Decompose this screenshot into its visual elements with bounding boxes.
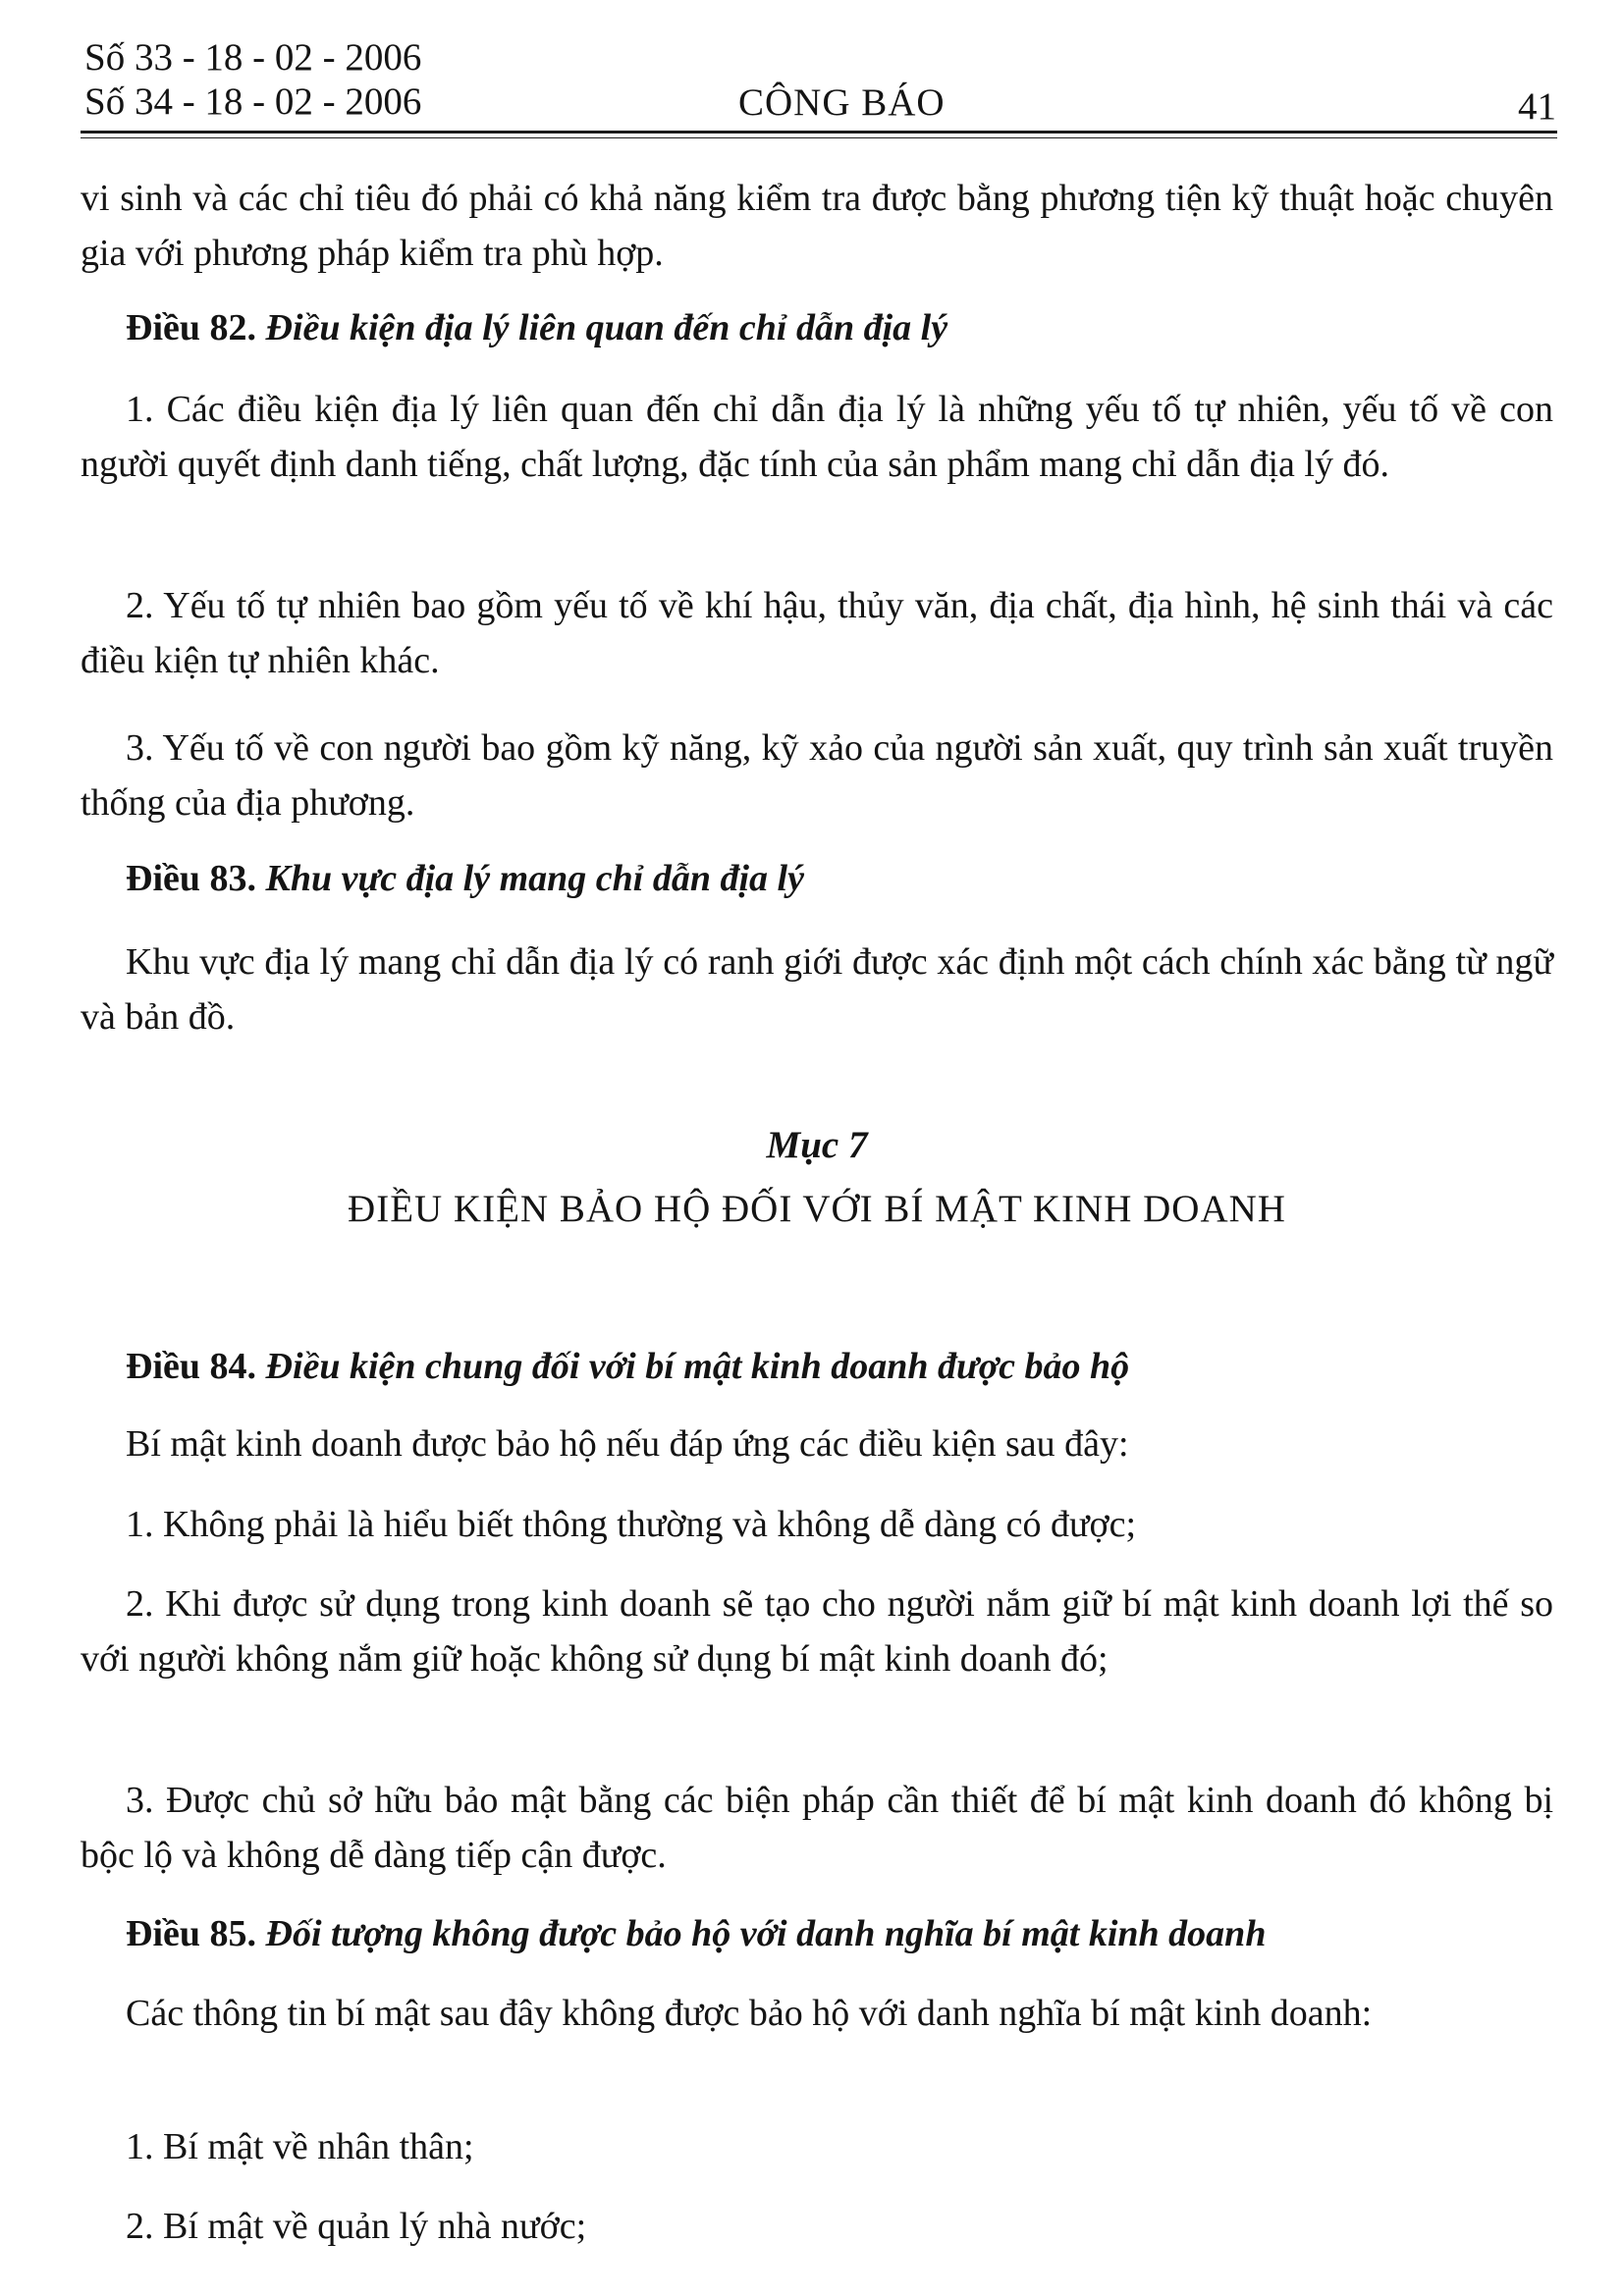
section-label: Mục 7 <box>766 1124 868 1166</box>
article-83-title: Khu vực địa lý mang chỉ dẫn địa lý <box>265 858 804 899</box>
issue-number-2: Số 34 - 18 - 02 - 2006 <box>84 80 422 123</box>
header-rule-thick <box>81 131 1557 133</box>
article-84-title: Điều kiện chung đối với bí mật kinh doanh được bảo hộ <box>265 1346 1130 1387</box>
header-rule-thin <box>81 137 1557 138</box>
article-82-title: Điều kiện địa lý liên quan đến chỉ dẫn địa lý <box>265 307 948 348</box>
issue-number-1: Số 33 - 18 - 02 - 2006 <box>84 36 422 79</box>
article-82-clause-1: 1. Các điều kiện địa lý liên quan đến chỉ dẫn địa lý là những yếu tố tự nhiên, yếu tố về con người quyết định danh tiếng, chất lượng, đặc tính của sản phẩm mang chỉ dẫn địa lý đó. <box>81 389 1553 485</box>
article-85-clause-2: 2. Bí mật về quản lý nhà nước; <box>126 2206 587 2247</box>
article-84-clause-2: 2. Khi được sử dụng trong kinh doanh sẽ tạo cho người nắm giữ bí mật kinh doanh lợi thế so với người không nắm giữ hoặc không sử dụng bí mật kinh doanh đó; <box>81 1583 1553 1680</box>
article-85-intro: Các thông tin bí mật sau đây không được bảo hộ với danh nghĩa bí mật kinh doanh: <box>126 1993 1373 2034</box>
article-85-number: Điều 85. <box>126 1913 256 1954</box>
publication-title: CÔNG BÁO <box>738 81 946 124</box>
article-85-clause-1: 1. Bí mật về nhân thân; <box>126 2126 474 2167</box>
article-82-heading <box>81 300 1553 355</box>
article-85-title: Đối tượng không được bảo hộ với danh nghĩa bí mật kinh doanh <box>265 1913 1267 1954</box>
article-85-heading <box>81 1906 1553 1961</box>
article-84-number: Điều 84. <box>126 1346 256 1387</box>
article-83-number: Điều 83. <box>126 858 256 899</box>
continuation-paragraph: vi sinh và các chỉ tiêu đó phải có khả năng kiểm tra được bằng phương tiện kỹ thuật hoặc chuyên gia với phương pháp kiểm tra phù hợp. <box>81 178 1553 274</box>
article-84-heading <box>81 1339 1553 1394</box>
article-84-clause-1: 1. Không phải là hiểu biết thông thường và không dễ dàng có được; <box>126 1504 1137 1545</box>
article-84-intro: Bí mật kinh doanh được bảo hộ nếu đáp ứng các điều kiện sau đây: <box>126 1423 1129 1465</box>
article-82-number: Điều 82. <box>126 307 256 348</box>
page-number: 41 <box>1518 85 1556 128</box>
article-82-clause-3: 3. Yếu tố về con người bao gồm kỹ năng, kỹ xảo của người sản xuất, quy trình sản xuất truyền thống của địa phương. <box>81 727 1553 824</box>
article-83-heading <box>81 851 1553 906</box>
article-82-clause-2: 2. Yếu tố tự nhiên bao gồm yếu tố về khí hậu, thủy văn, địa chất, địa hình, hệ sinh thái và các điều kiện tự nhiên khác. <box>81 585 1553 681</box>
article-84-clause-3: 3. Được chủ sở hữu bảo mật bằng các biện pháp cần thiết để bí mật kinh doanh đó không bị bộc lộ và không dễ dàng tiếp cận được. <box>81 1780 1553 1876</box>
article-83-clause-1: Khu vực địa lý mang chỉ dẫn địa lý có ranh giới được xác định một cách chính xác bằng từ ngữ và bản đồ. <box>81 941 1553 1038</box>
section-title: ĐIỀU KIỆN BẢO HỘ ĐỐI VỚI BÍ MẬT KINH DOANH <box>348 1188 1286 1230</box>
